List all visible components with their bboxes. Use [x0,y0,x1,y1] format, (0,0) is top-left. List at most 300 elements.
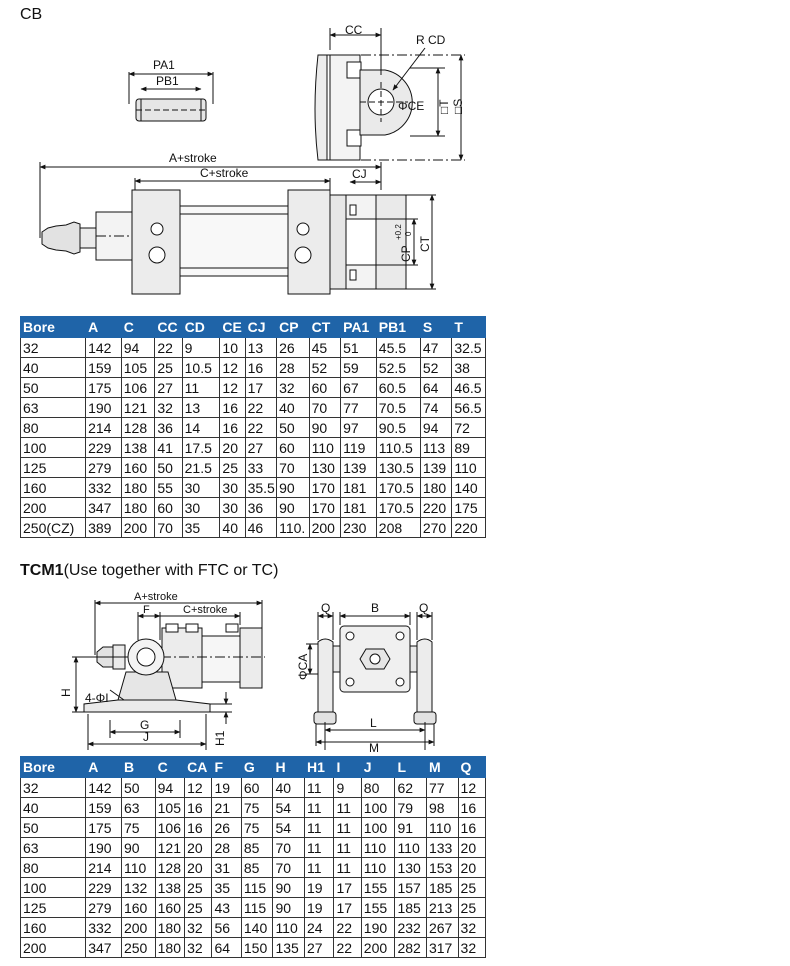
table-cell: 32 [458,938,485,958]
table-cell: 100 [361,818,395,838]
table-cell: 11 [182,378,220,398]
table-cell: 110 [361,838,395,858]
table-cell: 25 [185,898,212,918]
table-cell: 91 [395,818,427,838]
table-cell: 12 [458,778,485,798]
table-cell: 220 [452,518,486,538]
tcm1-header-cell: H [273,757,305,778]
table-cell: 170 [309,478,340,498]
table-cell: 11 [304,798,333,818]
table-cell: 45.5 [376,338,420,358]
table-cell: 250(CZ) [21,518,86,538]
table-cell: 32 [21,338,86,358]
table-row [21,498,486,518]
table-cell: 90 [277,498,310,518]
table-cell: 80 [21,858,86,878]
table-cell: 60 [155,498,182,518]
table-row [21,778,486,798]
table-row [21,818,486,838]
table-cell: 85 [241,858,273,878]
table-cell: 347 [86,938,122,958]
table-cell: 11 [304,838,333,858]
table-cell: 125 [21,898,86,918]
table-row [21,878,486,898]
table-cell: 25 [220,458,245,478]
tcm1-header-cell: F [212,757,241,778]
table-cell: 70 [273,858,305,878]
table-row [21,478,486,498]
table-cell: 40 [277,398,310,418]
cb-header-cell: CC [155,317,182,338]
table-cell: 22 [245,398,276,418]
table-cell: 90.5 [376,418,420,438]
table-cell: 110 [309,438,340,458]
table-cell: 229 [86,878,122,898]
table-cell: 181 [341,478,377,498]
table-cell: 270 [420,518,451,538]
table-cell: 10.5 [182,358,220,378]
table-cell: 54 [273,798,305,818]
cp-tolerance-upper: +0.2 [394,224,403,240]
tcm1-dimension-table [20,756,486,958]
table-cell: 180 [121,478,155,498]
table-cell: 70 [277,458,310,478]
table-cell: 22 [155,338,182,358]
cb-a-stroke-label: A+stroke [169,151,217,165]
table-cell: 50 [21,818,86,838]
table-cell: 40 [273,778,305,798]
table-cell: 21.5 [182,458,220,478]
tcm1-header-cell: H1 [304,757,333,778]
table-cell: 130 [309,458,340,478]
tcm1-header-cell: B [121,757,155,778]
table-cell: 36 [155,418,182,438]
table-cell: 159 [86,358,122,378]
table-cell: 140 [241,918,273,938]
table-cell: 32 [155,398,182,418]
g-label: G [140,718,150,732]
table-cell: 105 [155,798,184,818]
table-cell: 110 [452,458,486,478]
q-left-label: Q [321,601,331,615]
cb-header-cell: PA1 [341,317,377,338]
table-cell: 22 [334,938,361,958]
table-cell: 105 [121,358,155,378]
tcm1-section-title [20,562,278,580]
table-cell: 200 [21,938,86,958]
table-cell: 31 [212,858,241,878]
table-cell: 160 [121,898,155,918]
table-cell: 200 [121,918,155,938]
table-cell: 45 [309,338,340,358]
j-label: J [143,730,149,744]
table-cell: 64 [420,378,451,398]
cp-tolerance-lower: 0 [404,231,413,236]
table-cell: 121 [155,838,184,858]
table-cell: 30 [182,478,220,498]
tcm1-title-bold: TCM1 [20,562,64,579]
table-cell: 52 [309,358,340,378]
table-cell: 97 [341,418,377,438]
table-cell: 63 [121,798,155,818]
table-cell: 64 [212,938,241,958]
table-cell: 185 [395,898,427,918]
table-cell: 30 [220,498,245,518]
table-cell: 153 [426,858,458,878]
cb-table-body [21,338,486,538]
clevis-end-view [315,28,465,160]
tcm1-header-cell: Bore [21,757,86,778]
table-cell: 11 [304,818,333,838]
tcm1-header-cell: I [334,757,361,778]
table-cell: 100 [361,798,395,818]
tcm1-table-header-row [21,757,486,778]
table-cell: 200 [121,518,155,538]
cylinder-side-view [40,162,436,294]
table-cell: 25 [458,878,485,898]
table-cell: 50 [21,378,86,398]
table-cell: 155 [361,878,395,898]
table-cell: 142 [86,778,122,798]
m-label: M [369,741,379,755]
table-cell: 77 [341,398,377,418]
table-cell: 35 [182,518,220,538]
table-cell: 130 [395,858,427,878]
table-cell: 181 [341,498,377,518]
table-cell: 20 [458,858,485,878]
table-cell: 160 [21,918,86,938]
table-cell: 332 [86,478,122,498]
table-cell: 80 [21,418,86,438]
table-cell: 16 [185,798,212,818]
table-cell: 185 [426,878,458,898]
table-cell: 56.5 [452,398,486,418]
h1-label: H1 [213,730,227,746]
table-row [21,458,486,478]
table-cell: 208 [376,518,420,538]
table-cell: 16 [245,358,276,378]
cp-label: CP [399,245,413,262]
table-cell: 16 [220,418,245,438]
tcm1-header-cell: M [426,757,458,778]
table-cell: 24 [304,918,333,938]
table-cell: 121 [121,398,155,418]
table-cell: 63 [21,838,86,858]
table-cell: 46 [245,518,276,538]
table-cell: 175 [86,378,122,398]
table-cell: 20 [185,858,212,878]
table-cell: 100 [21,878,86,898]
cb-header-cell: CJ [245,317,276,338]
tcm1-header-cell: A [86,757,122,778]
table-cell: 20 [458,838,485,858]
table-cell: 110 [273,918,305,938]
table-cell: 170 [309,498,340,518]
table-cell: 9 [182,338,220,358]
table-cell: 36 [245,498,276,518]
table-cell: 19 [304,898,333,918]
table-cell: 90 [277,478,310,498]
s-label: □S [451,98,465,114]
table-cell: 55 [155,478,182,498]
table-cell: 32 [458,918,485,938]
table-cell: 32.5 [452,338,486,358]
table-cell: 13 [182,398,220,418]
table-row [21,838,486,858]
table-cell: 52.5 [376,358,420,378]
h-label: H [59,688,73,697]
table-cell: 200 [21,498,86,518]
l-label: L [370,716,377,730]
table-cell: 54 [273,818,305,838]
table-cell: 94 [420,418,451,438]
table-cell: 135 [273,938,305,958]
table-cell: 30 [220,478,245,498]
tcm1-title-rest: (Use together with FTC or TC) [63,562,279,579]
tcm1-header-cell: C [155,757,184,778]
tcm1-side-view [72,600,265,750]
table-row [21,518,486,538]
cj-label: CJ [352,167,367,181]
table-cell: 214 [86,858,122,878]
table-cell: 160 [121,458,155,478]
table-cell: 232 [395,918,427,938]
table-cell: 267 [426,918,458,938]
table-cell: 110. [277,518,310,538]
table-cell: 70 [155,518,182,538]
table-cell: 214 [86,418,122,438]
table-cell: 180 [420,478,451,498]
table-cell: 14 [182,418,220,438]
cb-table-header-row [21,317,486,338]
table-cell: 90 [309,418,340,438]
table-cell: 40 [21,358,86,378]
table-cell: 150 [241,938,273,958]
table-cell: 139 [341,458,377,478]
table-cell: 110 [121,858,155,878]
table-cell: 190 [86,838,122,858]
ct-label: CT [418,236,432,252]
t-label: □T [437,99,451,114]
table-cell: 220 [420,498,451,518]
table-cell: 22 [334,918,361,938]
table-cell: 75 [241,818,273,838]
table-cell: 250 [121,938,155,958]
table-cell: 77 [426,778,458,798]
table-cell: 75 [121,818,155,838]
table-cell: 200 [309,518,340,538]
table-cell: 180 [155,918,184,938]
table-cell: 16 [458,798,485,818]
table-cell: 50 [121,778,155,798]
table-cell: 125 [21,458,86,478]
table-cell: 230 [341,518,377,538]
table-cell: 79 [395,798,427,818]
table-cell: 19 [212,778,241,798]
table-cell: 100 [21,438,86,458]
table-cell: 128 [155,858,184,878]
table-cell: 60.5 [376,378,420,398]
table-cell: 46.5 [452,378,486,398]
table-cell: 11 [304,778,333,798]
table-cell: 63 [21,398,86,418]
table-cell: 22 [245,418,276,438]
table-cell: 74 [420,398,451,418]
table-cell: 180 [155,938,184,958]
table-cell: 28 [277,358,310,378]
table-row [21,798,486,818]
table-cell: 170.5 [376,478,420,498]
table-cell: 62 [395,778,427,798]
table-cell: 60 [309,378,340,398]
table-cell: 80 [361,778,395,798]
table-cell: 175 [452,498,486,518]
table-cell: 59 [341,358,377,378]
table-cell: 89 [452,438,486,458]
table-row [21,338,486,358]
table-cell: 26 [212,818,241,838]
table-cell: 56 [212,918,241,938]
table-cell: 50 [277,418,310,438]
table-cell: 20 [220,438,245,458]
q-right-label: Q [419,601,429,615]
table-cell: 21 [212,798,241,818]
table-cell: 142 [86,338,122,358]
table-cell: 90 [273,898,305,918]
table-cell: 32 [185,918,212,938]
table-cell: 27 [245,438,276,458]
table-cell: 138 [155,878,184,898]
table-cell: 16 [185,818,212,838]
table-cell: 33 [245,458,276,478]
table-cell: 200 [361,938,395,958]
cb-dimension-table [20,316,486,538]
table-cell: 190 [86,398,122,418]
table-cell: 98 [426,798,458,818]
tcm1-header-cell: G [241,757,273,778]
table-cell: 190 [361,918,395,938]
table-cell: 138 [121,438,155,458]
table-cell: 157 [395,878,427,898]
table-row [21,918,486,938]
table-cell: 139 [420,458,451,478]
table-cell: 50 [155,458,182,478]
table-cell: 11 [334,818,361,838]
pb1-label: PB1 [156,74,179,88]
table-cell: 9 [334,778,361,798]
table-cell: 180 [121,498,155,518]
table-cell: 27 [155,378,182,398]
table-cell: 60 [277,438,310,458]
table-cell: 11 [334,838,361,858]
table-row [21,898,486,918]
cb-header-cell: T [452,317,486,338]
table-cell: 30 [182,498,220,518]
table-cell: 20 [185,838,212,858]
table-cell: 11 [334,798,361,818]
table-row [21,938,486,958]
table-cell: 16 [220,398,245,418]
table-cell: 90 [121,838,155,858]
table-cell: 170.5 [376,498,420,518]
table-cell: 32 [277,378,310,398]
tcm1-header-cell: L [395,757,427,778]
table-cell: 130.5 [376,458,420,478]
table-cell: 51 [341,338,377,358]
cb-header-cell: Bore [21,317,86,338]
table-cell: 317 [426,938,458,958]
cb-section-title: CB [20,6,43,23]
table-cell: 67 [341,378,377,398]
table-cell: 17.5 [182,438,220,458]
table-row [21,438,486,458]
table-cell: 282 [395,938,427,958]
table-cell: 110 [361,858,395,878]
ce-label: ΦCE [398,99,425,113]
table-cell: 110.5 [376,438,420,458]
table-cell: 25 [155,358,182,378]
table-cell: 35.5 [245,478,276,498]
table-cell: 133 [426,838,458,858]
cb-header-cell: S [420,317,451,338]
table-row [21,398,486,418]
pa1-label: PA1 [153,58,175,72]
table-cell: 94 [155,778,184,798]
table-cell: 11 [334,858,361,878]
table-cell: 25 [458,898,485,918]
table-cell: 128 [121,418,155,438]
table-cell: 229 [86,438,122,458]
table-cell: 11 [304,858,333,878]
table-cell: 213 [426,898,458,918]
table-cell: 32 [185,938,212,958]
cb-header-cell: CD [182,317,220,338]
table-cell: 12 [185,778,212,798]
table-cell: 110 [395,838,427,858]
table-cell: 347 [86,498,122,518]
table-cell: 159 [86,798,122,818]
table-cell: 160 [155,898,184,918]
table-cell: 389 [86,518,122,538]
tcm1-header-cell: Q [458,757,485,778]
table-cell: 28 [212,838,241,858]
table-cell: 17 [334,898,361,918]
table-cell: 27 [304,938,333,958]
table-cell: 60 [241,778,273,798]
table-cell: 75 [241,798,273,818]
cb-c-stroke-label: C+stroke [200,166,249,180]
table-cell: 132 [121,878,155,898]
table-cell: 32 [21,778,86,798]
table-cell: 17 [245,378,276,398]
table-row [21,418,486,438]
table-cell: 115 [241,878,273,898]
table-cell: 94 [121,338,155,358]
table-row [21,358,486,378]
table-row [21,378,486,398]
table-cell: 52 [420,358,451,378]
table-cell: 279 [86,898,122,918]
table-cell: 13 [245,338,276,358]
tcm1-header-cell: CA [185,757,212,778]
cb-header-cell: CE [220,317,245,338]
table-cell: 106 [155,818,184,838]
table-cell: 17 [334,878,361,898]
tcm1-c-stroke-label: C+stroke [183,604,228,616]
table-cell: 10 [220,338,245,358]
table-cell: 119 [341,438,377,458]
table-cell: 19 [304,878,333,898]
